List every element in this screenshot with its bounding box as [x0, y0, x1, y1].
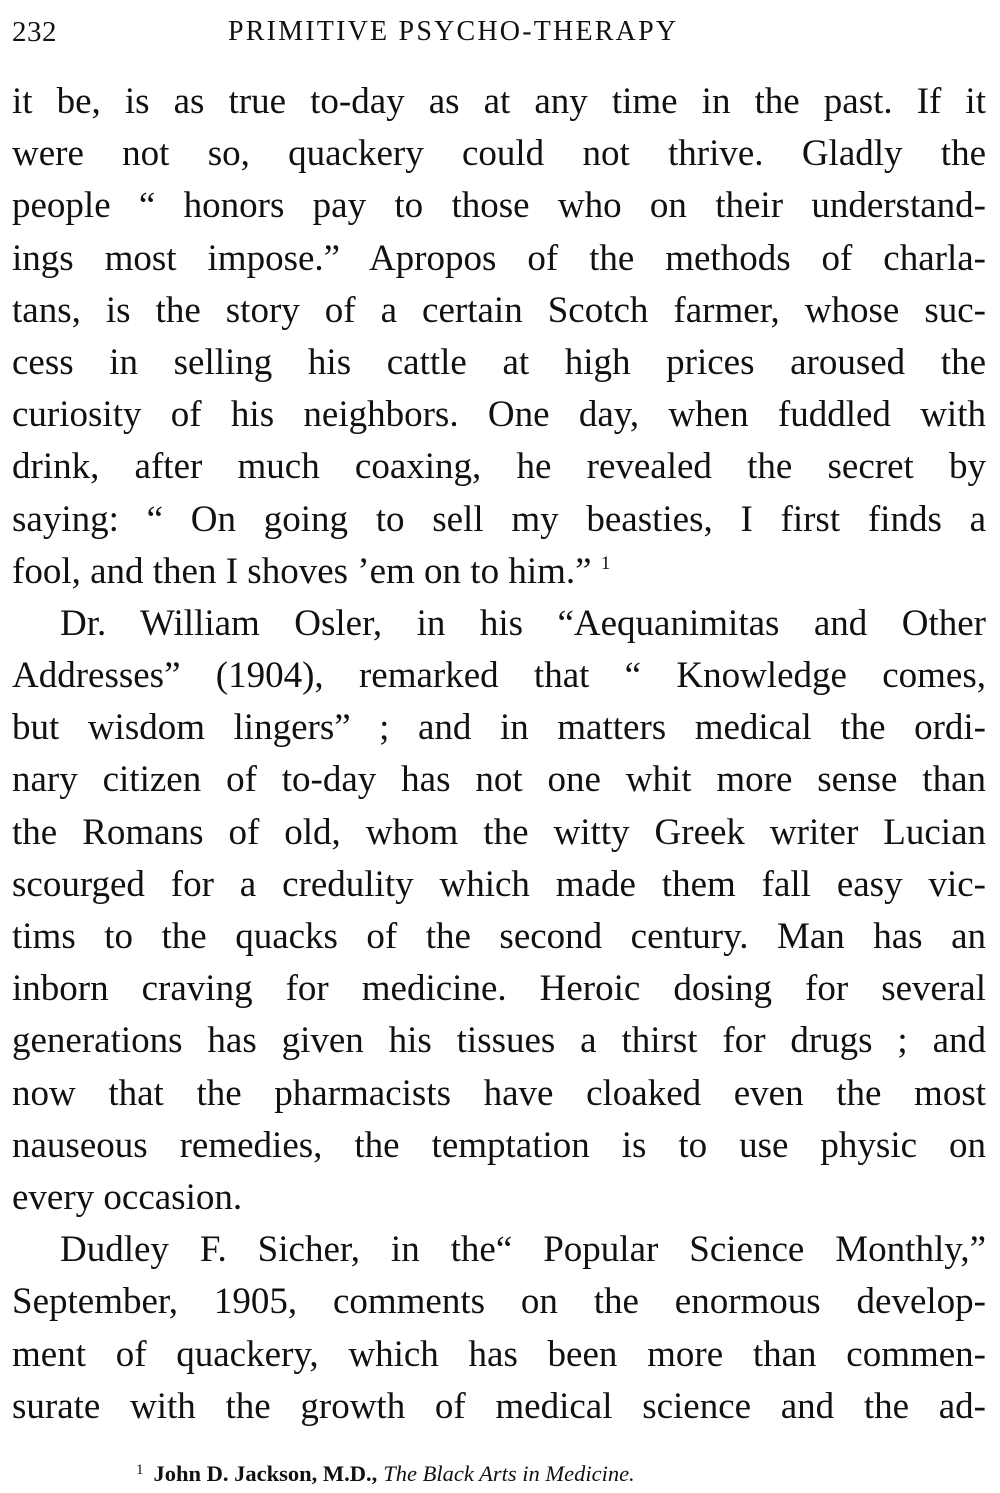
text-line: scourged for a credulity which made them fall easy vic-: [12, 863, 986, 905]
text-line: surate with the growth of medical science and the ad-: [12, 1385, 986, 1427]
text-line-content: fool, and then I shoves ’em on to him.”: [12, 550, 592, 592]
text-line: people “ honors pay to those who on their understand-: [12, 185, 986, 227]
page-number: 232: [12, 16, 57, 48]
text-line: inborn craving for medicine. Heroic dosing for several: [12, 968, 986, 1010]
text-line: Addresses” (1904), remarked that “ Knowledge comes,: [12, 655, 986, 697]
text-line-with-footnote-ref: [12, 546, 986, 598]
text-line: cess in selling his cattle at high prices aroused the: [12, 341, 986, 383]
text-line: tims to the quacks of the second century. Man has an: [12, 916, 986, 957]
text-line: nary citizen of to-day has not one whit more sense than: [12, 759, 986, 801]
running-title: PRIMITIVE PSYCHO-THERAPY: [228, 16, 679, 47]
text-line: it be, is as true to-day as at any time in the past. If it: [12, 81, 986, 122]
body-text: [12, 76, 986, 1433]
paragraph-start-line: Dudley F. Sicher, in the“ Popular Science Monthly,”: [60, 1229, 986, 1271]
text-line: but wisdom lingers” ; and in matters medical the ordi-: [12, 707, 986, 749]
paragraph-start-line: Dr. William Osler, in his “Aequanimitas and Other: [60, 602, 986, 644]
text-line: now that the pharmacists have cloaked even the most: [12, 1072, 986, 1114]
footnote-reference: 1: [600, 552, 611, 574]
text-line: tans, is the story of a certain Scotch farmer, whose suc-: [12, 289, 986, 331]
footnote-author: John D. Jackson, M.D.,: [153, 1461, 378, 1486]
text-line: ings most impose.” Apropos of the methods of charla-: [12, 237, 986, 279]
text-line: ment of quackery, which has been more than commen-: [12, 1333, 986, 1375]
footnote-marker: 1: [136, 1462, 144, 1478]
text-line: September, 1905, comments on the enormous develop-: [12, 1281, 986, 1323]
text-line: drink, after much coaxing, he revealed the secret by: [12, 446, 986, 488]
text-line: nauseous remedies, the temptation is to use physic on: [12, 1124, 986, 1166]
footnote: [136, 1455, 896, 1489]
footnote-book-title: The Black Arts in Medicine.: [383, 1461, 635, 1486]
text-line: the Romans of old, whom the witty Greek writer Lucian: [12, 811, 986, 853]
text-line: saying: “ On going to sell my beasties, I first finds a: [12, 498, 986, 540]
text-line: every occasion.: [12, 1176, 243, 1218]
running-head: [12, 10, 986, 54]
text-line: generations has given his tissues a thirst for drugs ; and: [12, 1020, 986, 1062]
text-line: were not so, quackery could not thrive. Gladly the: [12, 133, 986, 175]
text-line: curiosity of his neighbors. One day, when fuddled with: [12, 394, 986, 436]
